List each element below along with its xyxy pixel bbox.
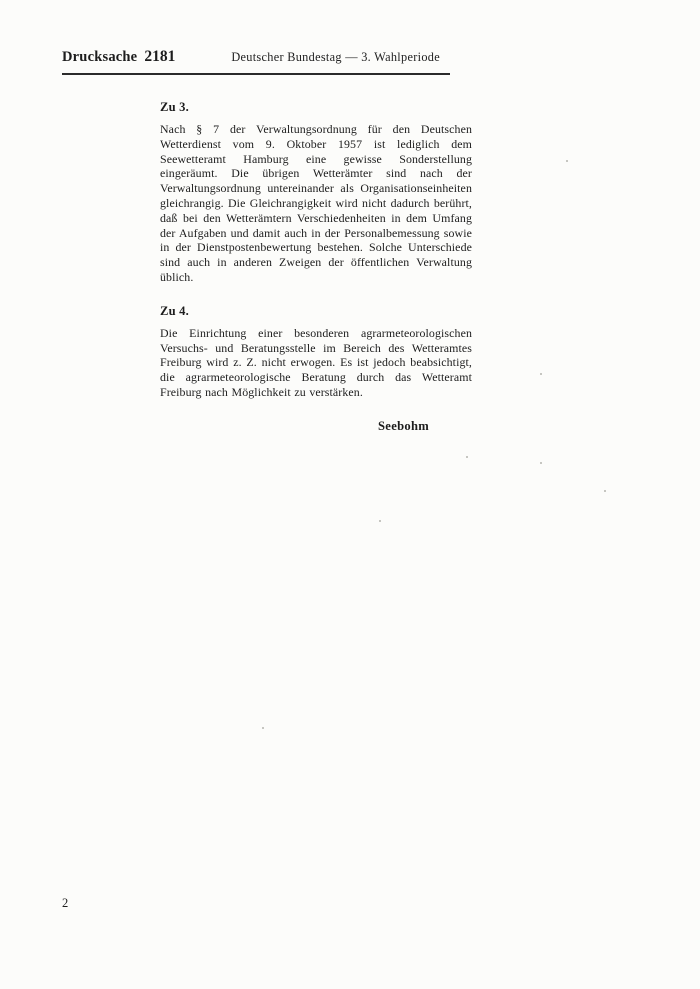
section-paragraph-zu-3: Nach § 7 der Verwaltungsordnung für den Deutschen Wetterdienst vom 9. Oktober 1957 ist lediglich dem Seewetteramt Hamburg eine gewisse Sonderstellung eingeräumt. Die übrigen Wetterämter sind nach der Verwaltungsordnung untereinander als Organisationseinheiten gleichrangig. Die Gleichrangigkeit wird nicht dadurch berührt, daß bei den Wetterämtern Verschiedenheiten in dem Umfang der Aufgaben und damit auch in der Personalbemessung sowie in der Dienstpostenbewertung bestehen. Solche Unterschiede sind auch in anderen Zweigen der öffentlichen Verwaltung üblich. — [160, 122, 472, 284]
section-heading-zu-3: Zu 3. — [160, 100, 189, 114]
page-number: 2 — [62, 896, 69, 910]
signature-name: Seebohm — [378, 418, 430, 433]
header-title: Deutscher Bundestag — 3. Wahlperiode — [231, 50, 440, 64]
scan-artifact — [262, 727, 264, 729]
scan-artifact — [540, 462, 542, 464]
document-body — [160, 100, 472, 434]
section-heading-zu-4: Zu 4. — [160, 303, 189, 318]
section-paragraph-zu-4: Die Einrichtung einer besonderen agrarmeteorologischen Versuchs- und Beratungsstelle im Bereich des Wetteramtes Freiburg wird z. Z. nicht erwogen. Es ist jedoch beabsichtigt, die agrarmeteorologische Beratung durch das Wetteramt Freiburg nach Möglichkeit zu verstärken. — [160, 325, 472, 399]
scan-artifact — [604, 490, 606, 492]
page-header — [62, 48, 450, 75]
doc-series-label: Drucksache — [62, 49, 138, 65]
doc-number: 2181 — [144, 48, 176, 65]
scan-artifact — [540, 373, 542, 375]
scan-artifact — [466, 456, 468, 458]
scan-artifact — [566, 160, 568, 162]
scan-artifact — [379, 520, 381, 522]
